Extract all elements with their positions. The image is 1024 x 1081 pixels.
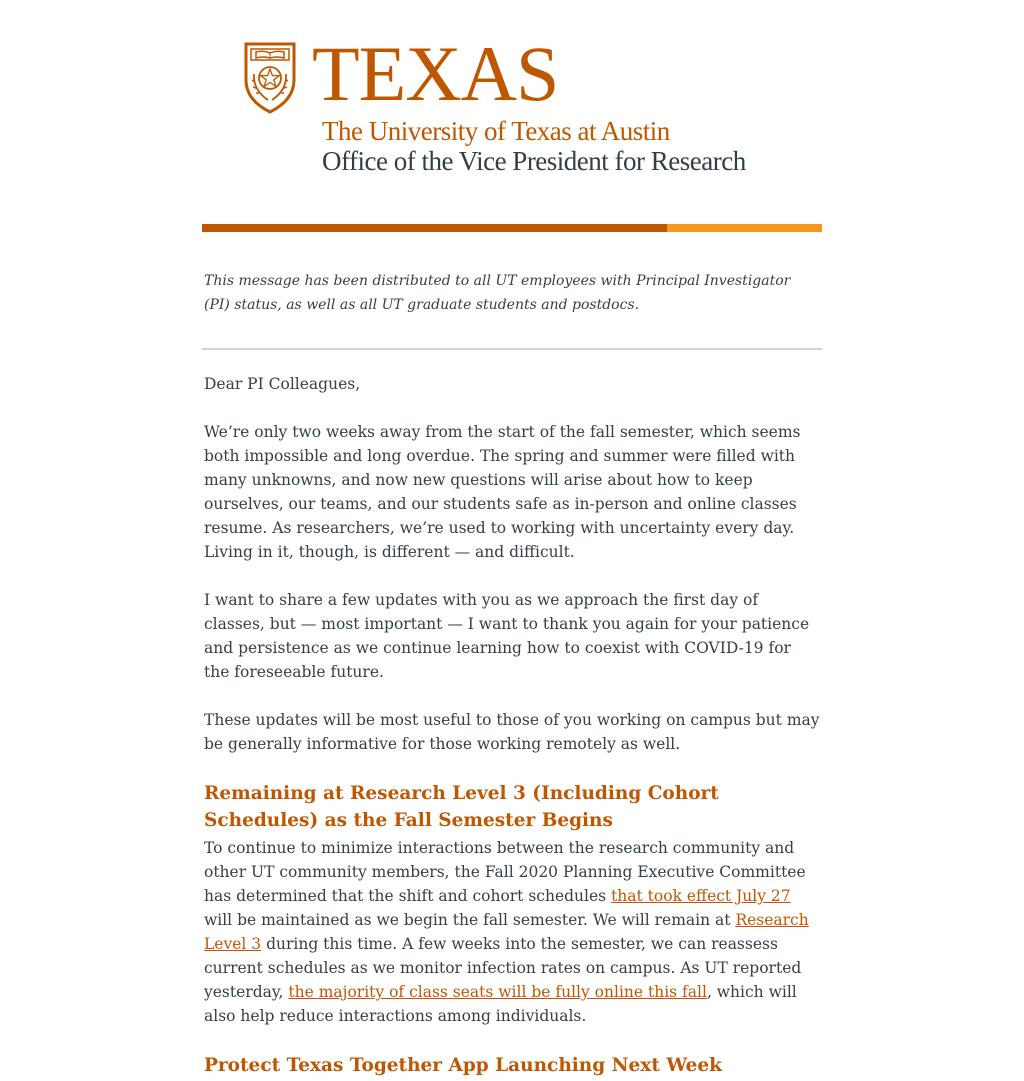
paragraph-updates: These updates will be most useful to those of you working on campus but may be generally informative for those working remotely as well. <box>204 711 820 753</box>
distribution-notice: This message has been distributed to all UT employees with Principal Investigator (PI) status, as well as all UT graduate students and postdocs. <box>204 273 791 313</box>
link-class-seats-online[interactable]: the majority of class seats will be fully online this fall <box>288 983 707 1001</box>
ut-seal-icon <box>242 40 298 114</box>
text-segment: , which will also help reduce interactions among individuals. <box>204 983 797 1025</box>
text-segment: will be maintained as we begin the fall semester. We will remain at <box>204 911 736 929</box>
office-name: Office of the Vice President for Research <box>322 146 746 176</box>
header-logo <box>242 30 802 188</box>
paragraph-intro: We’re only two weeks away from the start of the fall semester, which seems both impossible and long overdue. The spring and summer were filled with many unknowns, and now new questions will arise about how to keep ourselves, our teams, and our students safe as in-person and online classes resume. As researchers, we’re used to working with uncertainty every day. Living in it, though, is different — and difficult. <box>204 423 801 561</box>
text-segment: To continue to minimize interactions between the research community and other UT community members, the Fall 2020 Planning Executive Committee has determined that the shift and cohort schedules <box>204 839 806 905</box>
section-divider <box>202 348 822 350</box>
header-rule-bar <box>202 224 822 232</box>
greeting: Dear PI Colleagues, <box>204 375 361 393</box>
text-segment: during this time. A few weeks into the semester, we can reassess current schedules as we monitor infection rates on campus. As UT reported yesterday, <box>204 935 802 1001</box>
message-body <box>204 372 820 1081</box>
rule-bar-dark-segment <box>202 224 667 232</box>
link-research-level-3[interactable]: Research Level 3 <box>204 911 809 953</box>
section-heading-protect-texas-app: Protect Texas Together App Launching Next Week <box>204 1055 722 1076</box>
paragraph-thanks: I want to share a few updates with you as we approach the first day of classes, but — most important — I want to thank you again for your patience and persistence as we continue learning how to coexist with COVID-19 for the foreseeable future. <box>204 591 810 681</box>
rule-bar-light-segment <box>667 224 822 232</box>
university-name: The University of Texas at Austin <box>322 116 670 146</box>
texas-wordmark: TEXAS <box>312 30 559 117</box>
section-paragraph-research-level <box>204 836 820 1028</box>
link-july-27[interactable]: that took effect July 27 <box>611 887 791 905</box>
section-heading-research-level: Remaining at Research Level 3 (Including Cohort Schedules) as the Fall Semester Begins <box>204 783 719 831</box>
